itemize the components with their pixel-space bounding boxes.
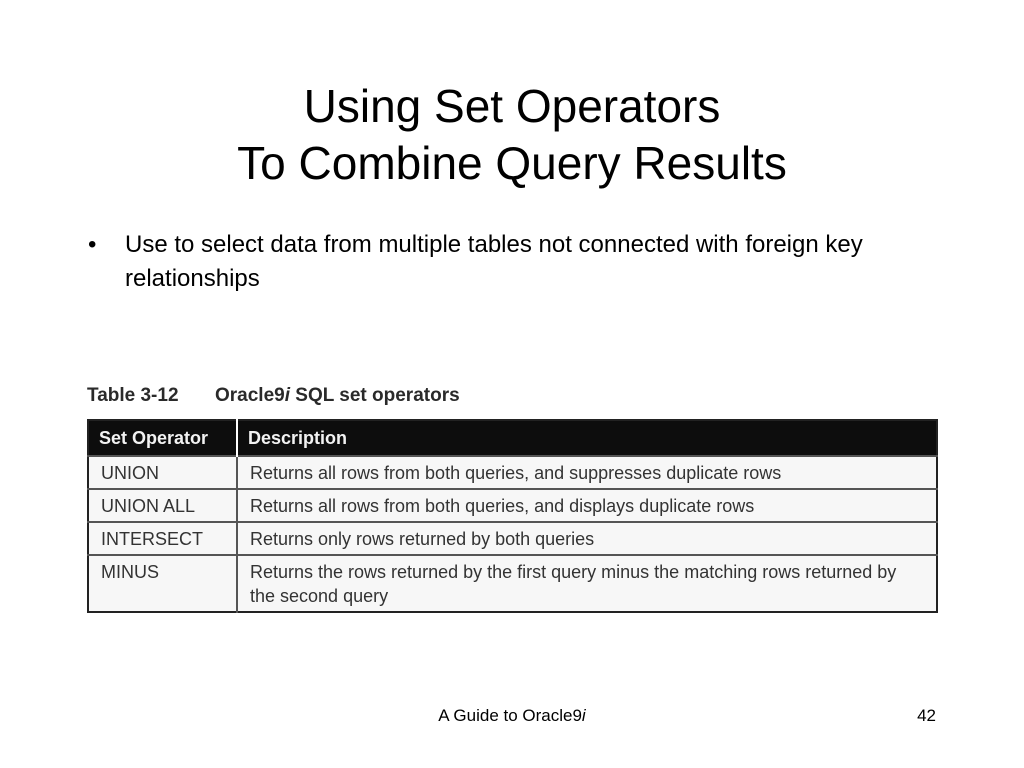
table-row <box>88 522 937 555</box>
operator-cell: MINUS <box>88 555 237 612</box>
title-line-1: Using Set Operators <box>303 80 721 132</box>
bullet-item <box>88 228 888 296</box>
set-operators-table <box>87 419 938 613</box>
table-caption-italic: i <box>284 385 291 406</box>
table-row <box>88 555 937 612</box>
description-cell: Returns all rows from both queries, and displays duplicate rows <box>237 489 937 522</box>
table-header-row <box>88 420 937 456</box>
table-caption-suffix: SQL set operators <box>290 385 460 406</box>
bullet-text: Use to select data from multiple tables not connected with foreign key relationships <box>125 231 863 292</box>
header-description: Description <box>237 420 937 456</box>
title-line-2: To Combine Query Results <box>237 137 787 189</box>
page-number: 42 <box>917 706 936 725</box>
table-caption <box>87 385 460 407</box>
bullet-mark: • <box>88 231 97 258</box>
slide-title <box>0 78 1024 192</box>
description-cell: Returns the rows returned by the first query minus the matching rows returned by the second query <box>237 555 937 612</box>
table-row <box>88 456 937 489</box>
footer-guide-title <box>0 706 1024 726</box>
operator-cell: UNION ALL <box>88 489 237 522</box>
description-cell: Returns all rows from both queries, and suppresses duplicate rows <box>237 456 937 489</box>
table-caption-prefix: Oracle9 <box>215 385 285 406</box>
footer-guide-prefix: A Guide to Oracle9 <box>438 706 582 725</box>
operator-cell: UNION <box>88 456 237 489</box>
footer-guide-italic: i <box>581 706 586 725</box>
table-caption-number: Table 3-12 <box>87 385 179 406</box>
bullet-list <box>88 228 888 296</box>
header-set-operator: Set Operator <box>88 420 237 456</box>
operator-cell: INTERSECT <box>88 522 237 555</box>
table-row <box>88 489 937 522</box>
description-cell: Returns only rows returned by both queries <box>237 522 937 555</box>
